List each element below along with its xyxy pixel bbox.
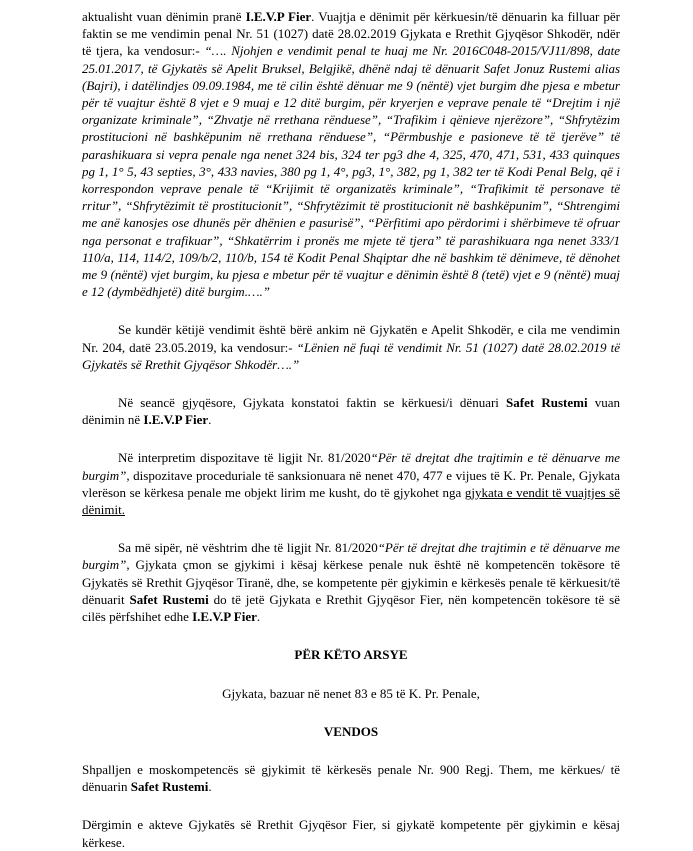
decision-item-transfer: Dërgimin e akteve Gjykatës së Rrethit Gjyqësor Fier, si gjykatë kompetente për gjykimin e kësaj kërkese. bbox=[82, 817, 620, 850]
institution-name: I.E.V.P Fier bbox=[245, 9, 312, 24]
paragraph-competence: Sa më sipër, në vështrim dhe të ligjit Nr. 81/2020“Për të drejtat dhe trajtimin e të dënuarve me burgim”, Gjykata çmon se gjykimi i kësaj kërkese penale nuk është në kompetencën tokësore të Gjykatës së Rrethit Gjyqësor Tiranë, dhe, se kompetente për gjykimin e kërkesës penale të kërkuesit/të dënuarit Safet Rustemi do të jetë Gjykata e Rrethit Gjyqësor Fier, nën kompetencën tokësore të së cilës përfshihet edhe I.E.V.P Fier. bbox=[82, 540, 621, 625]
paragraph-appeal: Se kundër këtijë vendimit është bërë ankim në Gjykatën e Apelit Shkodër, e cila me vendimin Nr. 204, datë 23.05.2019, ka vendosur:- “Lënien në fuqi të vendimit Nr. 51 (1027) datë 28.02.2019 të Gjykatës së Rrethit Gjyqësor Shkodër….” bbox=[82, 322, 620, 372]
institution-name: I.E.V.P Fier bbox=[143, 412, 209, 428]
paragraph-hearing: Në seancë gjyqësore, Gjykata konstatoi faktin se kërkuesi/i dënuari Safet Rustemi vuan dënimin në I.E.V.P Fier. bbox=[82, 395, 620, 428]
convict-name: Safet Rustemi bbox=[130, 779, 209, 795]
heading-decides: VENDOS bbox=[323, 723, 379, 739]
underlined-conclusion: gjykata e vendit të vuajtjes së dënimit. bbox=[82, 484, 620, 518]
law-title: “Për të drejtat dhe trajtimin e të dënuarve me burgim” bbox=[82, 540, 620, 573]
quoted-decision: “…. Njohjen e vendimit penal te huaj me Nr. 2016C048-2015/VJ11/898, date 25.01.2017, të Gjykatës së Apelit Bruksel, Belgjikë, dhënë ndaj të dënuarit Safet Jonuz Rustemi alias (Bajri), i datëlindjes 09.09.1984, me të cilin është dënuar me 9 (nëntë) vjet burgim dhe pjesa e mbetur për të vuajtur është 8 vjet e 9 muaj e 12 ditë burgim, për kryerjen e veprave penale të “Drejtim i një organizate kriminale”, “Zhvatje në rrethana rënduese”, “Trafikim i qënieve njerëzore”, “Shfrytëzim prostitucioni në bashkëpunim në rrethana rënduese”, “Përmbushje e pasioneve të të tjerëve” të parashikuara si vepra penale nga nenet 324 bis, 324 ter pg3 dhe 4, 325, 470, 471, 531, 433 quinques pg 1, 1° 5, 43 septies, 3°, 433 navies, 380 pg 1, 4°, pg3, 1°, 382, pg 1, 382 ter të Kodi Penal Belg, që i korrespondon veprave penale të “Krijimit të organizatës kriminale”, “Trafikimit të personave të rritur”, “Shfrytëzimit të prostitucionit”, “Shfrytëzimit të prostitucionit në bashkëpunim”, “Shtrengimi me anë kanosjes ose dhunës për dhënien e pasurisë”, “Përfitimi apo përdorimi i shërbimeve të ofruar nga personat e trafikuar”, “Shkatërrim i pronës me mjete të tjera” të parashikuara nga nenet 333/1 110/a, 114, 114/2, 109/b/2, 110/b, 154 të Kodit Penal Shqiptar dhe në bashkim të dënimeve, të dënohet me 9 (nëntë) vjet burgim, ku pjesa e mbetur për të vuajtur e dënimin është 8 (tetë) vjet e 9 (nëntë) muaj e 12 (dymbëdhjetë) ditë burgim.….” bbox=[82, 43, 620, 300]
paragraph-interpretation: Në interpretim dispozitave të ligjit Nr. 81/2020“Për të drejtat dhe trajtimin e të dënuarve me burgim”, dispozitave proceduriale të sanksionuara në nenet 470, 477 e vijues të K. Pr. Penale, Gjykata vlerëson se kërkesa penale me objekt lirim me kusht, do të gjykohet nga gjykata e vendit të vuajtjes së dënimit. bbox=[82, 450, 620, 518]
decision-item-incompetence: Shpalljen e moskompetencës së gjykimit të kërkesës penale Nr. 900 Regj. Them, me kërkues/ të dënuarin Safet Rustemi. bbox=[82, 761, 620, 795]
convict-name: Safet Rustemi bbox=[506, 395, 588, 411]
paragraph-execution-start: aktualisht vuan dënimin pranë I.E.V.P Fier. Vuajtja e dënimit për kërkuesin/të dënuarin ka filluar për faktin se me vendimin penal Nr. 51 (1027) datë 28.02.2019 Gjykata e Rrethit Gjyqësor Shkodër, ndër të tjera, ka vendosur:- “…. Njohjen e vendimit penal te huaj me Nr. 2016C048-2015/VJ11/898, date 25.01.2017, të Gjykatës së Apelit Bruksel, Belgjikë, dhënë ndaj të dënuarit Safet Jonuz Rustemi alias (Bajri), i datëlindjes 09.09.1984, me të cilin është dënuar me 9 (nëntë) vjet burgim dhe pjesa e mbetur për të vuajtur është 8 vjet e 9 muaj e 12 ditë burgim, për kryerjen e veprave penale të “Drejtim i një organizate kriminale”, “Zhvatje në rrethana rënduese”, “Trafikim i qënieve njerëzore”, “Shfrytëzim prostitucioni në bashkëpunim në rrethana rënduese”, “Përmbushje e pasioneve të të tjerëve” të parashikuara si vepra penale nga nenet 324 bis, 324 ter pg3 dhe 4, 325, 470, 471, 531, 433 quinques pg 1, 1° 5, 43 septies, 3°, 433 navies, 380 pg 1, 4°, pg3, 1°, 382, pg 1, 382 ter të Kodi Penal Belg, që i korrespondon veprave penale të “Krijimit të organizatës kriminale”, “Trafikimit të personave të rritur”, “Shfrytëzimit të prostitucionit”, “Shfrytëzimit të prostitucionit në bashkëpunim”, “Shtrengimi me anë kanosjes ose dhunës për dhënien e pasurisë”, “Përfitimi apo përdorimi i shërbimeve të ofruar nga personat e trafikuar”, “Shkatërrim i pronës me mjete të tjera” të parashikuara nga nenet 333/1 110/a, 114, 114/2, 109/b/2, 110/b, 154 të Kodit Penal Shqiptar dhe në bashkim të dënimeve, të dënohet me 9 (nëntë) vjet burgim, ku pjesa e mbetur për të vuajtur e dënimin është 8 (tetë) vjet e 9 (nëntë) muaj e 12 (dymbëdhjetë) ditë burgim.….” bbox=[82, 9, 621, 300]
law-title: “Për të drejtat dhe trajtimin e të dënuarve me burgim” bbox=[82, 450, 620, 483]
institution-name: I.E.V.P Fier bbox=[192, 609, 257, 625]
legal-basis-line: Gjykata, bazuar në nenet 83 e 85 të K. Pr. Penale, bbox=[222, 685, 480, 701]
document-page bbox=[82, 8, 620, 851]
quoted-appeal-decision: “Lënien në fuqi të vendimit Nr. 51 (1027) datë 28.02.2019 të Gjykatës së Rrethit Gjyqësor Shkodër….” bbox=[82, 339, 620, 372]
convict-name: Safet Rustemi bbox=[129, 591, 209, 607]
heading-reasons: PËR KËTO ARSYE bbox=[294, 647, 408, 663]
